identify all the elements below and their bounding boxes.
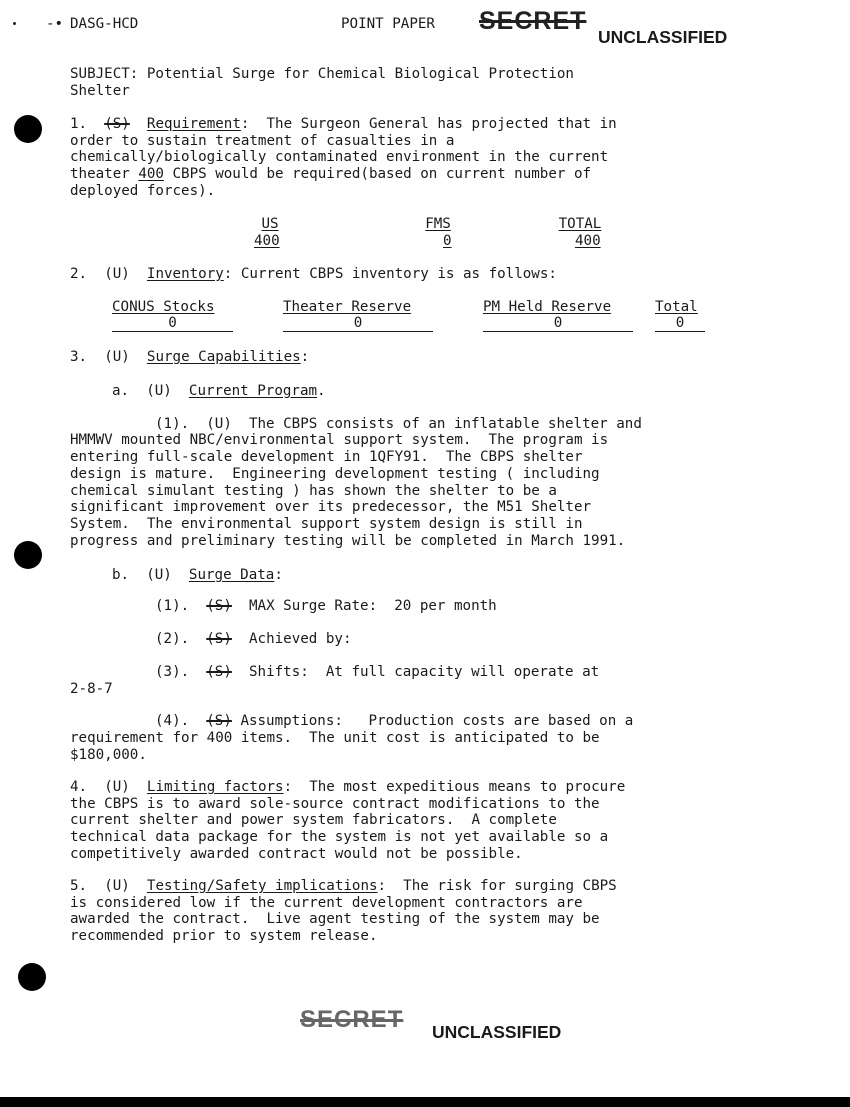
classification-footer: UNCLASSIFIED	[432, 1022, 562, 1042]
shifts-value: 2-8-7	[70, 681, 113, 697]
para2-classification-mark: (U)	[104, 266, 130, 282]
para4-line-1-text: : The most expeditious means to procure	[283, 779, 626, 795]
para3b-classification-mark: (U)	[146, 567, 172, 583]
inv-table-rule-total	[655, 331, 705, 332]
req-table-value-total: 400	[575, 233, 601, 249]
inv-table-value-conus: 0	[168, 315, 177, 331]
para1-line-4-rest: CBPS would be required(based on current number of	[172, 166, 592, 182]
assumptions-line-2: requirement for 400 items. The unit cost is anticipated to be	[70, 730, 600, 746]
surge-item-3-mark: (S)	[206, 664, 232, 680]
para3a-line-4: design is mature. Engineering development testing ( including	[70, 466, 600, 482]
inv-table-value-total: 0	[675, 315, 685, 331]
para3b-number: b.	[112, 567, 130, 583]
punch-hole-top	[14, 115, 42, 143]
req-table-value-fms: 0	[443, 233, 452, 249]
para1-line-4	[70, 166, 591, 183]
inv-table-header-theater: Theater Reserve	[283, 299, 412, 315]
inv-table-value-theater: 0	[353, 315, 363, 331]
para3b-heading	[112, 567, 283, 584]
para3a-line-5: chemical simulant testing ) has shown the shelter to be a	[70, 483, 557, 499]
para3a-sub1-text: The CBPS consists of an inflatable shelter and	[248, 416, 642, 432]
surge-item-3-number: (3).	[155, 664, 190, 680]
para1-line-5: deployed forces).	[70, 183, 216, 199]
inv-table-header-total: Total	[655, 299, 698, 315]
para2-text: : Current CBPS inventory is as follows:	[223, 266, 557, 282]
para5-line-3: awarded the contract. Live agent testing of the system may be	[70, 911, 600, 927]
para4-line-2: the CBPS is to award sole-source contract modifications to the	[70, 796, 600, 812]
para3-colon: :	[300, 349, 310, 365]
surge-item-2-number: (2).	[155, 631, 190, 647]
header-arrow-icon: -•	[46, 16, 64, 32]
req-table-value-us: 400	[254, 233, 280, 249]
surge-item-4-text: Assumptions: Production costs are based on a	[240, 713, 634, 729]
surge-item-4-mark: (S)	[206, 713, 232, 729]
surge-item-1-mark: (S)	[206, 598, 232, 614]
surge-item-2-mark: (S)	[206, 631, 232, 647]
para3a-sub1-lead: (1). (U)	[155, 416, 232, 432]
para3a-dot: .	[317, 383, 326, 399]
subject-line-1: SUBJECT: Potential Surge for Chemical Biological Protection	[70, 66, 574, 82]
office-symbol: DASG-HCD	[70, 16, 139, 32]
para1-first-line: 1. (S) Requirement: The Surgeon General has projected that in	[70, 116, 617, 132]
inv-table-header-conus: CONUS Stocks	[112, 299, 215, 315]
surge-item-4-number: (4).	[155, 713, 190, 729]
crossed-out-classification: SECRET	[479, 7, 587, 35]
para3b-title: Surge Data	[188, 567, 275, 583]
para5-line-1	[70, 878, 617, 895]
inv-table-header-pm: PM Held Reserve	[483, 299, 612, 315]
para3a-line-2: HMMWV mounted NBC/environmental support system. The program is	[70, 432, 609, 448]
surge-item-1	[155, 598, 497, 615]
para3-classification-mark: (U)	[104, 349, 130, 365]
para1-line-2: order to sustain treatment of casualties in a	[70, 133, 455, 149]
surge-item-1-text: MAX Surge Rate: 20 per month	[248, 598, 497, 614]
para5-line-2: is considered low if the current development contractors are	[70, 895, 583, 911]
para3a-heading	[112, 383, 326, 400]
scan-edge-bar	[0, 1097, 850, 1107]
para1-line-1: The Surgeon General has projected that in	[266, 116, 617, 132]
para1-number: 1.	[70, 116, 88, 132]
para3a-number: a.	[112, 383, 130, 399]
para1-title: Requirement	[146, 116, 241, 132]
para4-line-3: current shelter and power system fabricators. A complete	[70, 812, 557, 828]
para4-number: 4.	[70, 779, 88, 795]
punch-hole-middle	[14, 541, 42, 569]
para3a-line-3: entering full-scale development in 1QFY91. The CBPS shelter	[70, 449, 583, 465]
classification-header: UNCLASSIFIED	[598, 27, 728, 47]
para3a-classification-mark: (U)	[146, 383, 172, 399]
para4-line-4: technical data package for the system is not yet available so a	[70, 829, 609, 845]
para1-quantity: 400	[138, 166, 164, 182]
inv-table-rule-pm	[483, 331, 633, 332]
para5-classification-mark: (U)	[104, 878, 130, 894]
inv-table-value-pm: 0	[553, 315, 563, 331]
surge-item-4	[155, 713, 633, 730]
para3a-line-6: significant improvement over its predecessor, the M51 Shelter	[70, 499, 592, 515]
surge-item-1-number: (1).	[155, 598, 190, 614]
surge-item-3-text: Shifts: At full capacity will operate at	[248, 664, 600, 680]
para4-title: Limiting factors	[146, 779, 284, 795]
surge-item-2-text: Achieved by:	[248, 631, 352, 647]
para4-classification-mark: (U)	[104, 779, 130, 795]
para3-line	[70, 349, 309, 366]
assumptions-line-3: $180,000.	[70, 747, 147, 763]
para3a-title: Current Program	[188, 383, 318, 399]
para4-line-5: competitively awarded contract would not be possible.	[70, 846, 523, 862]
para5-number: 5.	[70, 878, 88, 894]
req-table-header-total: TOTAL	[558, 216, 602, 232]
para3a-line-7: System. The environmental support system design is still in	[70, 516, 583, 532]
para3b-colon: :	[274, 567, 283, 583]
document-type: POINT PAPER	[341, 16, 435, 32]
surge-item-2	[155, 631, 351, 648]
inv-table-rule-theater	[283, 331, 433, 332]
scan-speck	[13, 22, 16, 25]
req-table-header-us: US	[261, 216, 279, 232]
para1-theater-text: theater	[70, 166, 130, 182]
punch-hole-bottom	[18, 963, 46, 991]
para1-line-3: chemically/biologically contaminated environment in the current	[70, 149, 609, 165]
para3a-line-8: progress and preliminary testing will be completed in March 1991.	[70, 533, 626, 549]
crossed-out-classification-footer: SECRET	[300, 1006, 404, 1033]
surge-item-3	[155, 664, 599, 681]
para5-line-4: recommended prior to system release.	[70, 928, 378, 944]
para2-line	[70, 266, 557, 283]
para2-title: Inventory	[146, 266, 224, 282]
para3a-line-1	[155, 416, 642, 433]
para3-title: Surge Capabilities	[146, 349, 301, 365]
para3-number: 3.	[70, 349, 88, 365]
para5-line-1-text: : The risk for surging CBPS	[377, 878, 617, 894]
para1-classification-mark: (S)	[104, 116, 130, 132]
req-table-header-fms: FMS	[425, 216, 451, 232]
subject-line-2: Shelter	[70, 83, 130, 99]
para5-title: Testing/Safety implications	[146, 878, 378, 894]
para2-number: 2.	[70, 266, 88, 282]
para4-line-1	[70, 779, 625, 796]
inv-table-rule-conus	[112, 331, 233, 332]
